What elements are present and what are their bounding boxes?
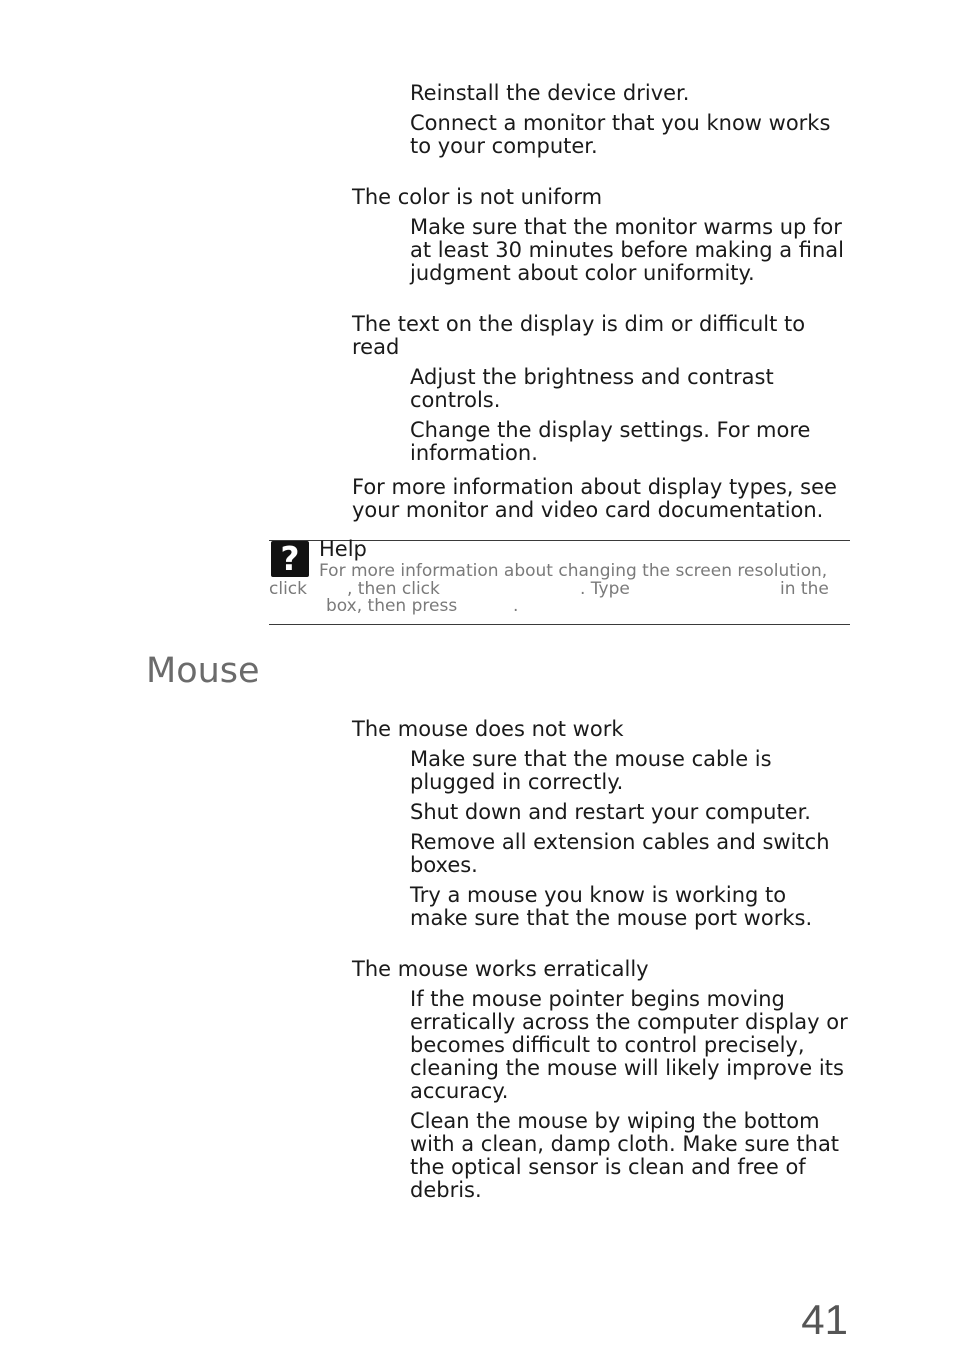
step-line: Remove all extension cables and switch: [410, 830, 830, 854]
step-line: debris.: [410, 1178, 482, 1202]
step-line: erratically across the computer display or: [410, 1010, 848, 1034]
paragraph-line: For more information about display types, see: [352, 475, 837, 499]
problem-heading-line: The text on the display is dim or difficult to: [352, 312, 806, 336]
problem-heading-color: [352, 186, 602, 209]
step-restart-computer: [410, 801, 811, 824]
step-adjust-brightness: [410, 366, 774, 412]
step-line: controls.: [410, 388, 501, 412]
step-line: with a clean, damp cloth. Make sure that: [410, 1132, 840, 1156]
step-line: Make sure that the monitor warms up for: [410, 215, 842, 239]
step-line: Make sure that the mouse cable is: [410, 747, 772, 771]
step-line: at least 30 minutes before making a final: [410, 238, 845, 262]
help-callout-bottom-rule: [269, 624, 850, 625]
step-line: plugged in correctly.: [410, 770, 624, 794]
page-number: 41: [801, 1296, 848, 1343]
help-text-segment: .: [513, 596, 519, 616]
step-line: Connect a monitor that you know works: [410, 111, 831, 135]
help-text-segment: . Type: [580, 579, 630, 599]
question-mark-icon: [271, 541, 309, 577]
step-change-display-settings: [410, 419, 810, 465]
step-connect-monitor: [410, 112, 830, 158]
step-monitor-warm-up: [410, 216, 844, 285]
problem-heading-line: read: [352, 335, 400, 359]
step-line: Try a mouse you know is working to: [410, 883, 787, 907]
help-text-segment: in the: [780, 579, 829, 599]
problem-heading-line: The color is not uniform: [352, 185, 603, 209]
help-text-segment: , then click: [347, 579, 440, 599]
step-line: Shut down and restart your computer.: [410, 800, 811, 824]
problem-heading-mouse-erratic: [352, 958, 649, 981]
step-line: information.: [410, 441, 538, 465]
problem-heading-line: The mouse works erratically: [352, 957, 649, 981]
step-line: boxes.: [410, 853, 478, 877]
step-line: Clean the mouse by wiping the bottom: [410, 1109, 820, 1133]
step-erratic-pointer-info: [410, 988, 848, 1103]
step-line: judgment about color uniformity.: [410, 261, 755, 285]
step-line: to your computer.: [410, 134, 598, 158]
step-reinstall-driver: [410, 82, 689, 105]
help-text-segment: box, then press: [326, 596, 458, 616]
problem-heading-line: The mouse does not work: [352, 717, 624, 741]
step-try-working-mouse: [410, 884, 812, 930]
section-heading-mouse: Mouse: [146, 651, 260, 691]
step-line: cleaning the mouse will likely improve its: [410, 1056, 844, 1080]
help-title: Help: [319, 537, 367, 561]
step-line: Reinstall the device driver.: [410, 81, 690, 105]
question-mark-glyph: ?: [280, 539, 300, 578]
step-line: becomes difficult to control precisely,: [410, 1033, 805, 1057]
problem-heading-dim-text: [352, 313, 805, 359]
help-text-line-1: For more information about changing the screen resolution,: [319, 561, 828, 581]
paragraph-line: your monitor and video card documentation.: [352, 498, 824, 522]
step-line: If the mouse pointer begins moving: [410, 987, 785, 1011]
step-check-mouse-cable: [410, 748, 772, 794]
step-line: accuracy.: [410, 1079, 509, 1103]
step-remove-extension-cables: [410, 831, 830, 877]
step-line: the optical sensor is clean and free of: [410, 1155, 806, 1179]
step-line: Adjust the brightness and contrast: [410, 365, 774, 389]
help-text-segment: click: [269, 579, 307, 599]
more-info-paragraph: [352, 476, 837, 522]
step-line: Change the display settings. For more: [410, 418, 811, 442]
step-line: make sure that the mouse port works.: [410, 906, 813, 930]
step-clean-mouse: [410, 1110, 839, 1202]
problem-heading-mouse-not-work: [352, 718, 623, 741]
